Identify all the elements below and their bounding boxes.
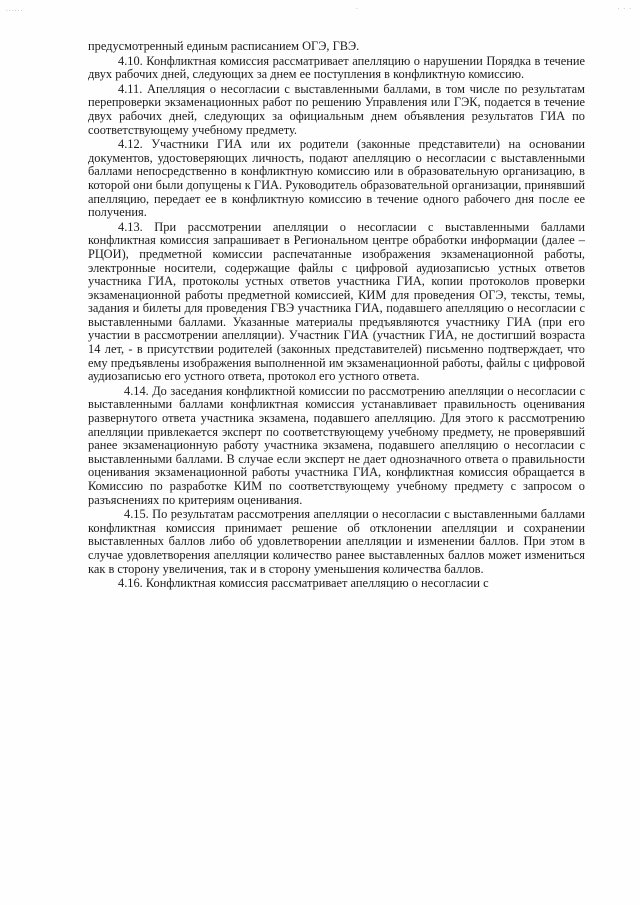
paragraph-4-11: 4.11. Апелляция о несогласии с выставленными баллами, в том числе по результатам перепроверки экзаменационных работ по решению Управления или ГЭК, подается в течение двух рабочих дней, следующих за официальным днем объявления результатов ГИА по соответствующему учебному предмету. — [88, 81, 585, 137]
paragraph-4-15: 4.15. По результатам рассмотрения апелляции о несогласии с выставленными баллами конфликтная комиссия принимает решение об отклонении апелляции и сохранении выставленных баллов либо об удовлетворении апелляции и изменении баллов. При этом в случае удовлетворения апелляции количество ранее выставленных баллов может измениться как в сторону увеличения, так и в сторону уменьшения количества баллов. — [88, 507, 585, 576]
paragraph-4-13: 4.13. При рассмотрении апелляции о несогласии с выставленными баллами конфликтная комиссия запрашивает в Региональном центре обработки информации (далее – РЦОИ), предметной комиссии распечатанные изображения экзаменационной работы, электронные носители, содержащие файлы с цифровой аудиозаписью устных ответов участника ГИА, протоколы устных ответов участника ГИА, копии протоколов проверки экзаменационной работы предметной комиссией, КИМ для проведения ОГЭ, тексты, темы, задания и билеты для проведения ГВЭ участника ГИА, подавшего апелляцию о несогласии с выставленными баллами. Указанные материалы предъявляются участнику ГИА (при его участии в рассмотрении апелляции). Участник ГИА (участник ГИА, не достигший возраста 14 лет, - в присутствии родителей (законных представителей) письменно подтверждает, что ему предъявлены изображения выполненной им экзаменационной работы, файлы с цифровой аудиозаписью его устного ответа, протокол его устного ответа. — [88, 219, 585, 384]
scan-header-mark-mid: · — [356, 6, 359, 13]
paragraph-4-10: 4.10. Конфликтная комиссия рассматривает апелляцию о нарушении Порядка в течение двух рабочих дней, следующих за днем ее поступления в конфликтную комиссию. — [88, 53, 585, 82]
paragraph-4-14: 4.14. До заседания конфликтной комиссии по рассмотрению апелляции о несогласии с выставленными баллами конфликтная комиссия устанавливает правильность оценивания развернутого ответа участника экзамена, подавшего апелляцию. Для этого к рассмотрению апелляции привлекается эксперт по соответствующему учебному предмету, не проверявший ранее экзаменационную работу участника экзамена, подавшего апелляцию о несогласии с выставленными баллами. В случае если эксперт не дает однозначного ответа о правильности оценивания экзаменационной работы участника ГИА, конфликтная комиссия обращается в Комиссию по разработке КИМ по соответствующему учебному предмету с запросом о разъяснениях по критериям оценивания. — [88, 383, 585, 507]
paragraph-4-16: 4.16. Конфликтная комиссия рассматривает апелляцию о несогласии с — [118, 576, 489, 591]
paragraph-continuation: предусмотренный единым расписанием ОГЭ, ГВЭ. — [88, 39, 360, 53]
scan-header-mark-left: ...... — [6, 6, 24, 13]
document-body — [88, 40, 585, 592]
paragraph-4-12: 4.12. Участники ГИА или их родители (законные представители) на основании документов, удостоверяющих личность, подают апелляцию о несогласии с выставленными баллами непосредственно в конфликтную комиссию или в образовательную организацию, в которой они были допущены к ГИА. Руководитель образовательной организации, принявший апелляцию, передает ее в конфликтную комиссию в течение одного рабочего дня после ее получения. — [88, 137, 585, 220]
scan-header-mark-right: · · · — [617, 6, 632, 13]
